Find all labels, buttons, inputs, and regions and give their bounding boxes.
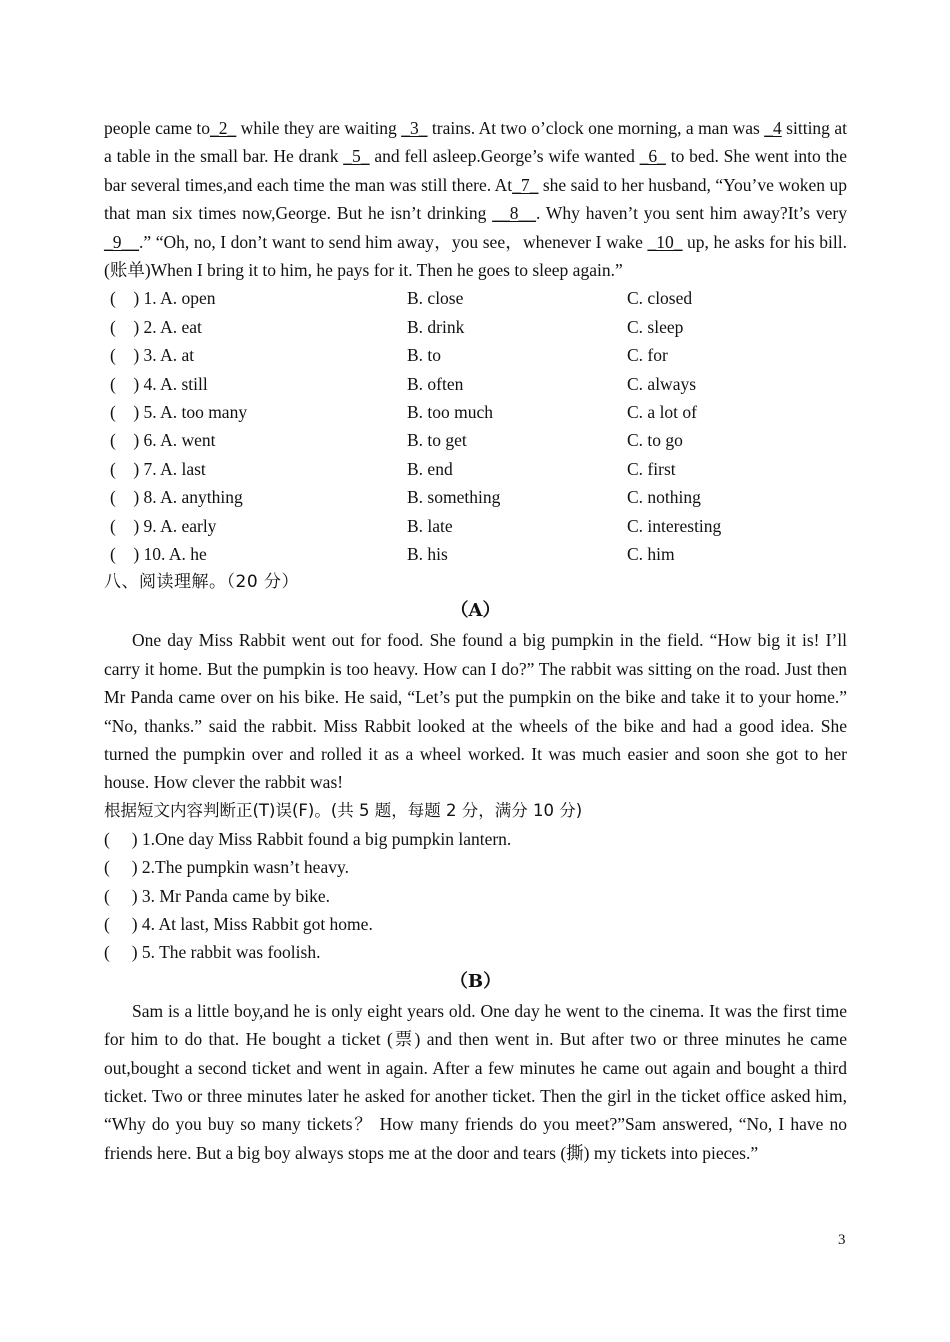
option-a: ( ) 2. A. eat (110, 316, 202, 337)
option-c: C. first (627, 458, 676, 479)
section-title: 八、阅读理解。（20 分） (104, 572, 300, 593)
part-b-passage: Sam is a little boy,and he is only eight years old. One day he went to the cinema. It was the first time for him to do that. He bought a ticket (票) and then went in. But after two or three minutes he came out,bought a second ticket and went in again. After a few minutes he came out again and bought a third ticket. Two or three minutes later he asked for another ticket. Then the girl in the ticket office asked him, “Why do you buy so many tickets？ How many friends do you meet?”Sam answered, “No, I have no friends here. But a big boy always stops me at the door and tears (撕) my tickets into pieces.” (104, 1000, 847, 1163)
option-row (104, 540, 847, 568)
tf-question: ( ) 4. At last, Miss Rabbit got home. (104, 913, 373, 934)
part-a-instruction: 根据短文内容判断正(T)误(F)。(共 5 题，每题 2 分，满分 10 分) (104, 800, 583, 820)
option-b: B. often (407, 373, 464, 394)
option-b: B. close (407, 288, 464, 309)
option-a: ( ) 1. A. open (110, 288, 216, 309)
option-b: B. to (407, 345, 442, 366)
option-c: C. to go (627, 430, 683, 451)
option-a: ( ) 5. A. too many (110, 402, 248, 422)
option-row (104, 370, 847, 398)
option-c: C. interesting (627, 515, 722, 536)
option-a: ( ) 9. A. early (110, 515, 217, 536)
part-a-passage: One day Miss Rabbit went out for food. She found a big pumpkin in the field. “How big it is! I’ll carry it home. But the pumpkin is too heavy. How can I do?” The rabbit was sitting on the road. Just then Mr Panda came over on his bike. He said, “Let’s put the pumpkin on the bike and take it to your home.” “No, thanks.” said the rabbit. Miss Rabbit looked at the wheels of the bike and had a good idea. She turned the pumpkin over and rolled it as a wheel worked. It was much easier and soon she got to her house. How clever the rabbit was! (104, 630, 847, 793)
option-row (104, 341, 847, 369)
option-a: ( ) 7. A. last (110, 458, 206, 479)
page-number: 3 (838, 1232, 846, 1248)
option-c: C. always (627, 373, 697, 394)
part-b-title: （B） (449, 970, 502, 992)
option-b: B. late (407, 515, 453, 536)
tf-question: ( ) 2.The pumpkin wasn’t heavy. (104, 857, 349, 878)
option-row (104, 426, 847, 454)
tf-question: ( ) 1.One day Miss Rabbit found a big pumpkin lantern. (104, 828, 512, 849)
cloze-options (104, 284, 847, 568)
option-row (104, 398, 847, 426)
option-row (104, 313, 847, 341)
option-row (104, 455, 847, 483)
option-row (104, 483, 847, 511)
option-b: B. something (407, 487, 501, 508)
option-c: C. closed (627, 288, 693, 309)
option-c: C. for (627, 345, 668, 366)
option-c: C. nothing (627, 487, 701, 508)
part-a-title: （A） (450, 600, 501, 622)
cloze-passage: people came to_2_ while they are waiting _3_ trains. At two o’clock one morning, a man was _4 sitting at a table in the small bar. He drank _5_ and fell asleep.George’s wife wanted _6_ to bed. She went into the bar several times,and each time the man was still there. At_7_ she said to her husband, “You’ve woken up that man six times now,George. But he isn’t drinking __8__. Why haven’t you sent him away?It’s very _9__.” “Oh, no, I don’t want to send him away，you see，whenever I wake _10_ up, he asks for his bill.(账单)When I bring it to him, he pays for it. Then he goes to sleep again.” (104, 118, 848, 281)
option-b: B. his (407, 543, 448, 564)
tf-question: ( ) 5. The rabbit was foolish. (104, 942, 321, 963)
option-c: C. a lot of (627, 402, 697, 422)
option-b: B. too much (407, 402, 494, 422)
option-c: C. him (627, 543, 675, 564)
option-a: ( ) 8. A. anything (110, 487, 243, 508)
option-a: ( ) 10. A. he (110, 543, 207, 564)
option-a: ( ) 6. A. went (110, 430, 216, 451)
option-row (104, 512, 847, 540)
tf-question: ( ) 3. Mr Panda came by bike. (104, 885, 330, 906)
option-row (104, 284, 847, 312)
option-b: B. drink (407, 316, 465, 337)
option-a: ( ) 4. A. still (110, 373, 208, 394)
option-b: B. end (407, 458, 453, 479)
option-a: ( ) 3. A. at (110, 345, 195, 366)
option-c: C. sleep (627, 316, 684, 337)
option-b: B. to get (407, 430, 467, 451)
exam-page (104, 114, 847, 1167)
part-a-questions (104, 825, 847, 967)
